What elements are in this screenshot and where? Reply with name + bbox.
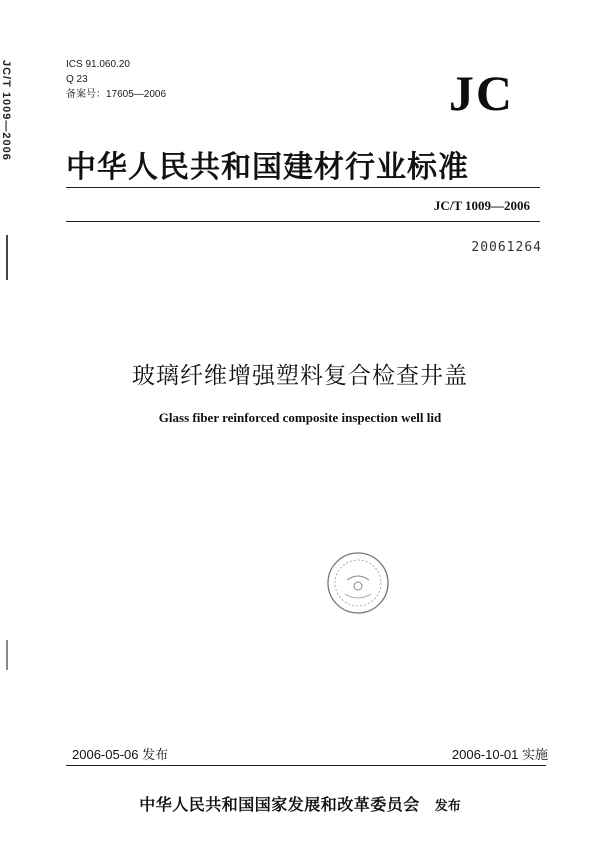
ics-code: ICS 91.060.20 bbox=[66, 59, 130, 70]
ccs-code: Q 23 bbox=[66, 74, 88, 85]
filing-number: 备案号：17605—2006 bbox=[66, 89, 167, 100]
issuer-action: 发布 bbox=[434, 799, 461, 814]
standard-number: JC/T 1009—2006 bbox=[433, 198, 530, 213]
archive-stamp-number: 20061264 bbox=[471, 240, 542, 255]
scan-edge-mark bbox=[6, 640, 8, 670]
seal-stamp-icon bbox=[325, 550, 391, 616]
issuer-line bbox=[0, 792, 600, 815]
jc-logo: JC bbox=[448, 65, 514, 121]
issuer-organization: 中华人民共和国国家发展和改革委员会 bbox=[139, 795, 420, 814]
divider bbox=[66, 187, 540, 188]
spine-edge-text: JC/T 1009—2006 bbox=[0, 60, 12, 161]
divider bbox=[66, 765, 546, 766]
divider bbox=[66, 221, 540, 222]
document-title-chinese: 玻璃纤维增强塑料复合检查井盖 bbox=[132, 363, 468, 389]
implementation-date: 2006-10-01 实施 bbox=[451, 747, 548, 762]
document-title-english: Glass fiber reinforced composite inspection well lid bbox=[158, 410, 442, 425]
issue-date: 2006-05-06 发布 bbox=[72, 747, 169, 762]
scan-edge-mark bbox=[6, 235, 8, 280]
standard-category-title: 中华人民共和国建材行业标准 bbox=[66, 150, 469, 185]
